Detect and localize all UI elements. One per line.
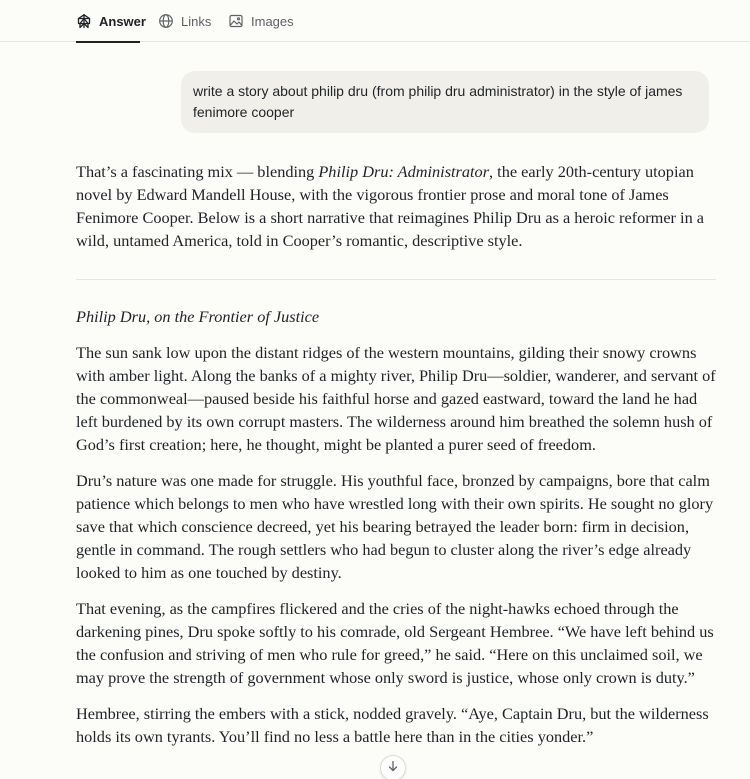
tab-answer-label: Answer: [99, 13, 146, 29]
answer-content: [76, 160, 716, 761]
perplexity-icon: [76, 13, 92, 29]
story-paragraph-4: Hembree, stirring the embers with a stick, nodded gravely. “Aye, Captain Dru, but the wilderness holds its own tyrants. You’ll find no less a battle here than in the cities yonder.”: [76, 704, 709, 746]
globe-icon: [158, 13, 174, 29]
story-title: Philip Dru, on the Frontier of Justice: [76, 307, 320, 326]
tab-links-label: Links: [181, 13, 212, 29]
image-icon: [228, 13, 244, 29]
answer-intro: [76, 160, 716, 252]
tab-bar: [0, 0, 750, 42]
story-paragraph-3: That evening, as the campfires flickered and the cries of the night-hawks echoed through the darkening pines, Dru spoke softly to his comrade, old Sergeant Hembree. “We have left behind us the confusion and striving of men who rule for greed,” he said. “Here on this unclaimed soil, we may prove the strength of government whose only sword is justice, whose only crown is duty.”: [76, 599, 714, 687]
intro-text-start: That’s a fascinating mix — blending: [76, 162, 319, 181]
arrow-down-icon: [387, 759, 399, 777]
tab-answer[interactable]: [76, 0, 146, 42]
user-query-text: write a story about philip dru (from philip dru administrator) in the style of james fenimore cooper: [193, 83, 683, 120]
section-divider: [76, 279, 716, 280]
tab-images[interactable]: [228, 0, 294, 42]
intro-book-title: Philip Dru: Administrator: [318, 162, 490, 181]
intro-text-end: , the early 20th-century utopian novel by Edward Mandell House, with the vigorous frontier prose and moral tone of James Fenimore Cooper. Below is a short narrative that reimagines Philip Dru as a heroic reformer in a wild, untamed America, told in Cooper’s romantic, descriptive style.: [76, 162, 705, 250]
tab-images-label: Images: [251, 13, 294, 29]
story-paragraph-2: Dru’s nature was one made for struggle. His youthful face, bronzed by campaigns, bore that calm patience which belongs to men who have wrestled long with their own spirits. He sought no glory save that which conscience decreed, yet his bearing betrayed the leader born: firm in decision, gentle in command. The rough settlers who had begun to cluster along the river’s edge already looked to him as one touched by destiny.: [76, 471, 714, 582]
story-paragraph-1: The sun sank low upon the distant ridges of the western mountains, gilding their snowy crowns with amber light. Along the banks of a mighty river, Philip Dru—soldier, wanderer, and servant of the commonweal—paused beside his faithful horse and gazed eastward, toward the land he had left burdened by its own corrupt masters. The wilderness around him breathed the solemn hush of God’s first creation; here, he thought, might be planted a purer seed of freedom.: [76, 343, 716, 454]
user-query-bubble: [181, 71, 709, 133]
scroll-down-button[interactable]: [380, 755, 406, 779]
tab-links[interactable]: [158, 0, 211, 42]
